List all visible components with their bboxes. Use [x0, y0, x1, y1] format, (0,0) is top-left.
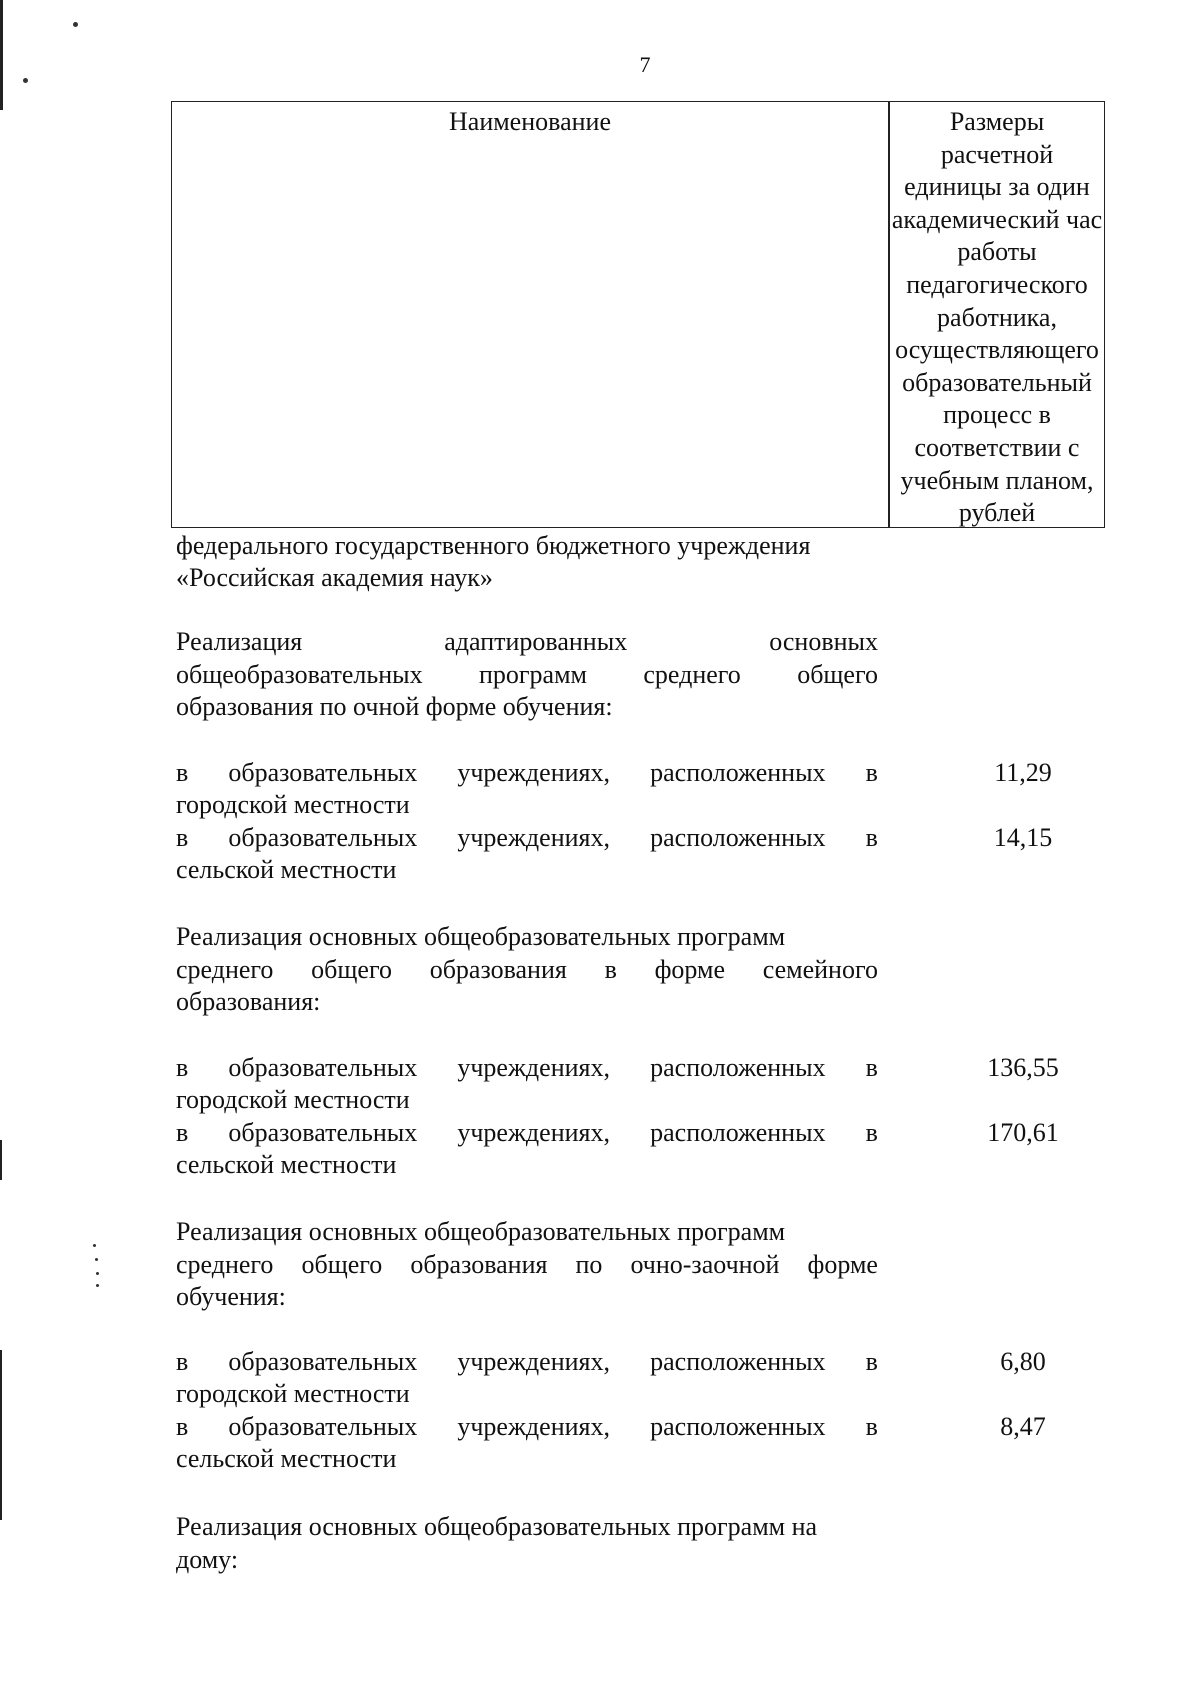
row-word: образовательных	[228, 1347, 418, 1376]
size-column-header-line: единицы за один	[904, 172, 1090, 202]
row-word: в	[865, 1118, 878, 1147]
row-word: расположенных	[650, 1347, 826, 1376]
scan-speck	[93, 1244, 96, 1247]
row-word: образовательных	[228, 823, 418, 852]
heading-word: образования	[429, 955, 567, 984]
row-label-line	[176, 823, 878, 853]
row-word: образовательных	[228, 1412, 418, 1441]
row-word: расположенных	[650, 1053, 826, 1082]
row-label-line	[176, 1053, 878, 1083]
row-word: в	[865, 1347, 878, 1376]
section-heading-line	[176, 955, 878, 985]
heading-word: общего	[301, 1250, 383, 1279]
row-word: учреждениях,	[457, 1118, 610, 1147]
row-label-line	[176, 1412, 878, 1442]
size-column-header	[889, 106, 1105, 530]
row-word: в	[176, 1412, 189, 1441]
heading-word: среднего	[176, 955, 274, 984]
section-heading-line: образования:	[176, 987, 321, 1016]
heading-word: общего	[311, 955, 392, 984]
heading-word: общего	[797, 660, 878, 689]
row-label-line	[176, 1118, 878, 1148]
row-label-line: городской местности	[176, 1085, 410, 1114]
row-word: образовательных	[228, 1053, 418, 1082]
size-column-header-line: академический час	[891, 204, 1103, 234]
heading-word: среднего	[643, 660, 741, 689]
row-label-line	[176, 758, 878, 788]
row-word: в	[176, 1347, 189, 1376]
section-heading-line: Реализация основных общеобразовательных программ	[176, 1217, 786, 1246]
row-word: учреждениях,	[457, 758, 610, 787]
row-word: расположенных	[650, 758, 826, 787]
row-value: 14,15	[993, 823, 1053, 852]
section-heading-line: Реализация основных общеобразовательных программ	[176, 922, 786, 951]
row-word: в	[865, 758, 878, 787]
name-column-header: Наименование	[449, 107, 611, 136]
row-word: учреждениях,	[457, 823, 610, 852]
size-column-header-line: Размеры	[949, 107, 1045, 136]
row-value: 170,61	[987, 1118, 1059, 1147]
section-heading-line: дому:	[176, 1545, 239, 1574]
row-word: образовательных	[228, 758, 418, 787]
heading-word: в	[604, 955, 617, 984]
size-column-header-line: расчетной	[940, 139, 1054, 169]
size-column-header-line: педагогического	[906, 269, 1088, 299]
row-label-line	[176, 1347, 878, 1377]
heading-word: форме	[654, 955, 726, 984]
size-column-header-line: соответствии с	[914, 432, 1080, 462]
row-word: в	[865, 1412, 878, 1441]
row-word: учреждениях,	[457, 1347, 610, 1376]
row-label-line: сельской местности	[176, 1150, 397, 1179]
section-heading-line	[176, 1250, 878, 1280]
row-label-line: сельской местности	[176, 1444, 397, 1473]
row-word: образовательных	[228, 1118, 418, 1147]
section-heading-line	[176, 627, 878, 657]
scan-speck	[96, 1284, 99, 1287]
scan-edge-mark	[0, 1350, 2, 1520]
heading-word: основных	[769, 627, 878, 656]
row-word: учреждениях,	[457, 1053, 610, 1082]
heading-word: программ	[478, 660, 587, 689]
row-label-line: городской местности	[176, 790, 410, 819]
heading-word: образования	[410, 1250, 548, 1279]
size-column-header-line: работы	[957, 237, 1037, 267]
row-word: в	[176, 758, 189, 787]
heading-word: общеобразовательных	[176, 660, 423, 689]
page-number: 7	[639, 52, 651, 77]
scan-speck	[96, 1272, 99, 1275]
heading-word: адаптированных	[444, 627, 628, 656]
row-word: в	[176, 823, 189, 852]
size-column-header-line: процесс в	[943, 400, 1051, 430]
row-value: 6,80	[1000, 1347, 1046, 1376]
size-column-header-line: образовательный	[902, 367, 1092, 397]
row-word: в	[176, 1118, 189, 1147]
heading-word: форме	[807, 1250, 878, 1279]
size-column-header-line: осуществляющего	[895, 335, 1099, 365]
size-column-header-line: учебным планом,	[900, 465, 1094, 495]
row-word: учреждениях,	[457, 1412, 610, 1441]
heading-word: среднего	[176, 1250, 274, 1279]
section-heading-line	[176, 660, 878, 690]
scan-speck	[23, 78, 28, 83]
row-word: расположенных	[650, 1412, 826, 1441]
institution-name-line: «Российская академия наук»	[176, 563, 493, 592]
column-header-table	[171, 101, 1105, 528]
scan-edge-mark	[0, 1140, 2, 1180]
heading-word: Реализация	[176, 627, 303, 656]
row-word: в	[176, 1053, 189, 1082]
section-heading-line: обучения:	[176, 1282, 286, 1311]
size-column-header-line: рублей	[958, 498, 1036, 528]
section-heading-line: образования по очной форме обучения:	[176, 692, 613, 721]
row-word: расположенных	[650, 823, 826, 852]
heading-word: по	[575, 1250, 603, 1279]
row-label-line: городской местности	[176, 1379, 410, 1408]
scan-speck	[73, 22, 78, 27]
section-heading-line: Реализация основных общеобразовательных программ на	[176, 1512, 818, 1541]
row-value: 136,55	[987, 1053, 1059, 1082]
row-value: 8,47	[1000, 1412, 1046, 1441]
row-value: 11,29	[994, 758, 1052, 787]
institution-name-line: федерального государственного бюджетного учреждения	[176, 531, 811, 560]
row-label-line: сельской местности	[176, 855, 397, 884]
heading-word: семейного	[762, 955, 878, 984]
row-word: расположенных	[650, 1118, 826, 1147]
size-column-header-line: работника,	[937, 302, 1057, 332]
row-word: в	[865, 823, 878, 852]
scan-speck	[95, 1258, 98, 1261]
heading-word: очно-заочной	[630, 1250, 780, 1279]
row-word: в	[865, 1053, 878, 1082]
